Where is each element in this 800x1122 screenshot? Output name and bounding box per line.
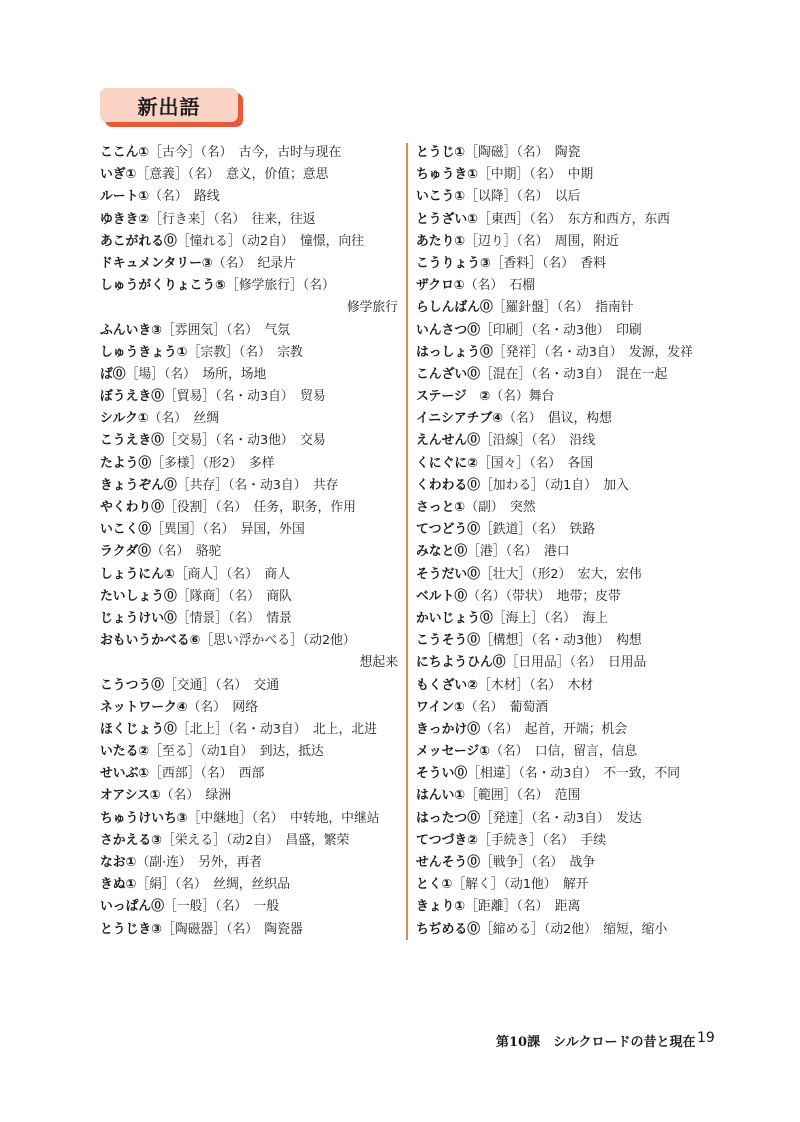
vocab-entry [416,164,716,186]
vocab-word: きょり① [416,899,466,915]
vocab-entry [416,275,716,297]
vocab-detail: ［発祥］（名・动3自） 发源，发祥 [492,344,693,360]
vocab-entry [416,852,716,874]
vocab-detail: （名） 起首，开端；机会 [479,721,628,737]
vocab-entry [416,320,716,342]
vocab-entry [100,808,398,830]
vocab-meaning-continued: 想起来 [359,655,398,671]
vocab-entry [100,320,398,342]
vocab-word: ラクダ⓪ [100,544,151,560]
vocab-word: みなと⓪ [416,544,468,560]
vocab-entry [100,275,398,297]
vocab-detail: ［役割］（名） 任务，职务，作用 [163,500,356,515]
vocab-detail: ［古今］（名） 古今，古时与现在 [149,145,342,160]
vocab-detail: ［栄える］（动2自） 昌盛，繁荣 [162,832,350,848]
vocab-word: ドキュメンタリー③ [100,255,213,271]
vocab-word: くにぐに② [416,455,479,471]
vocab-word: とうざい① [416,211,479,227]
page-number: 19 [697,1030,715,1046]
vocab-detail: ［交通］（名） 交通 [163,677,280,693]
vocab-entry [416,497,716,519]
vocab-entry [416,919,716,941]
vocab-entry [100,430,398,452]
vocab-entry [416,541,716,563]
vocab-entry [100,763,398,785]
vocab-word: いっぱん⓪ [100,899,164,915]
vocab-word: こうつう⓪ [100,677,164,693]
vocab-detail: ［異国］（名） 异国，外国 [151,522,305,538]
vocab-entry [100,896,398,918]
vocab-entry [416,453,716,475]
vocab-entry [100,719,398,741]
vocab-word: さかえる③ [100,832,163,848]
vocab-detail: ［範囲］（名） 范围 [465,788,581,804]
vocab-word: おもいうかべる⑥ [100,633,201,649]
vocab-entry [416,697,716,719]
vocab-word: きっかけ⓪ [416,721,480,737]
vocab-detail: ［発達］（名・动3自） 发达 [479,810,642,826]
vocab-entry [100,697,398,719]
vocab-word: こうえき⓪ [100,433,164,449]
vocab-list-right [416,142,716,941]
vocab-word: にちようひん⓪ [416,655,506,671]
vocab-entry [416,874,716,896]
vocab-word: なお① [100,855,137,870]
vocab-entry [416,408,716,430]
vocab-detail: （名） 路线 [149,189,220,205]
vocab-word: はったつ⓪ [416,810,480,826]
vocab-word: やくわり⓪ [100,500,164,515]
vocab-detail: （名） 纪录片 [212,255,296,271]
vocab-word: ちゅうけいち③ [100,810,188,826]
vocab-entry [100,564,398,586]
vocab-detail: ［印刷］（名・动3他） 印刷 [479,322,642,338]
vocab-entry [100,497,398,519]
vocab-detail: （名） 骆驼 [150,544,222,560]
vocab-entry [100,519,398,541]
vocab-word: そうだい⓪ [416,566,480,582]
vocab-entry [100,342,398,364]
vocab-entry [416,675,716,697]
vocab-entry [100,675,398,697]
vocab-entry [416,785,716,807]
vocab-detail: （名） 口信，留言，信息 [490,744,638,760]
vocab-detail: ［陶磁器］（名） 陶瓷器 [162,921,303,937]
vocab-detail: ［戦争］（名） 战争 [479,855,596,870]
vocab-detail: ［相違］（名・动3自） 不一致，不同 [467,766,681,782]
vocab-word: ステージ ② [416,389,491,405]
vocab-word: とうじ① [416,145,466,160]
vocab-detail: ［北上］（名・动3自） 北上，北进 [176,721,377,737]
vocab-word: ちぢめる⓪ [416,921,480,937]
vocab-entry [100,231,398,253]
vocab-entry [416,186,716,208]
vocab-word: いたる② [100,744,150,760]
vocab-word: こうりょう③ [416,255,491,271]
vocab-detail: ［場］（名） 场所，场地 [125,366,267,382]
vocab-word: くわわる⓪ [416,477,480,493]
vocab-entry [100,608,398,630]
vocab-detail: ［壮大］（形2） 宏大，宏伟 [479,566,642,582]
vocab-word: ここん① [100,145,150,160]
vocab-detail: ［一般］（名） 一般 [163,899,280,915]
section-title: 新出語 [137,94,201,119]
vocab-entry [100,586,398,608]
vocab-meaning-continued: 修学旅行 [346,300,398,316]
vocab-word: とうじき③ [100,921,163,937]
vocab-detail: ［国々］（名） 各国 [478,455,594,471]
vocab-detail: ［思い浮かべる］（动2他） [200,633,356,649]
vocab-detail: ［中期］（名） 中期 [478,167,594,183]
vocab-word: せいぶ① [100,766,150,782]
vocab-detail: ［辺り］（名） 周围，附近 [465,233,619,249]
vocab-detail: （名） 倡议，构想 [503,411,612,427]
vocab-word: いこう① [416,189,466,205]
vocab-detail: ［隊商］（名） 商队 [176,588,292,604]
vocab-word: いこく⓪ [100,522,152,538]
vocab-detail: ［海上］（名） 海上 [492,610,608,626]
vocab-entry [416,519,716,541]
vocab-word: あたり① [416,233,466,249]
vocab-entry [100,186,398,208]
vocab-entry [416,297,716,319]
vocab-word: もくざい② [416,677,479,693]
vocab-detail: ［加わる］（动1自） 加入 [479,477,629,493]
vocab-word: ば⓪ [100,366,126,382]
vocab-word: かいじょう⓪ [416,610,493,626]
vocab-word: ちゅうき① [416,167,479,183]
vocab-entry [416,608,716,630]
vocab-word: ふんいき③ [100,322,163,338]
vocab-word: とく① [416,877,453,893]
vocab-detail: ［憧れる］（动2自） 憧憬，向往 [176,233,365,249]
vocab-detail: ［交易］（名・动3他） 交易 [163,433,326,449]
vocab-detail: ［香料］（名） 香料 [490,255,606,271]
vocab-word: ワイン① [416,699,465,715]
vocab-entry [416,342,716,364]
vocab-detail: ［行き来］（名） 往来，往返 [149,211,316,227]
vocab-word: しゅうきょう① [100,344,188,360]
vocab-detail: ［沿線］（名） 沿线 [479,433,596,449]
vocab-detail: ［手続き］（名） 手续 [478,832,606,848]
vocab-detail: （副） 突然 [465,500,536,515]
vocab-entry [100,475,398,497]
vocab-word: ベルト⓪ [416,588,468,604]
vocab-word: じょうけい⓪ [100,610,177,626]
vocab-detail: ［羅針盤］（名） 指南针 [492,300,634,316]
vocab-entry [416,586,716,608]
vocab-detail: ［縮める］（动2他） 缩短，缩小 [479,921,668,937]
vocab-word: たいしょう⓪ [100,588,177,604]
vocab-word: メッセージ① [416,744,491,760]
vocab-word: てつづき② [416,832,479,848]
vocab-detail: ［情景］（名） 情景 [176,610,292,626]
vocab-detail: ［以降］（名） 以后 [465,189,581,205]
vocab-word: きぬ① [100,877,137,893]
vocab-entry [416,209,716,231]
vocab-entry [100,142,398,164]
vocab-entry [100,364,398,386]
vocab-entry [416,719,716,741]
vocab-detail: ［木材］（名） 木材 [478,677,594,693]
column-divider [406,143,408,940]
vocab-detail: ［東西］（名） 东方和西方，东西 [478,211,670,227]
vocab-entry [100,785,398,807]
vocab-entry [416,564,716,586]
vocab-word: さっと① [416,500,466,515]
vocab-detail: ［港］（名） 港口 [467,544,570,560]
vocab-entry [416,231,716,253]
vocab-entry [416,630,716,652]
vocab-entry [416,475,716,497]
vocab-word: きょうぞん⓪ [100,477,177,493]
vocab-word: はっしょう⓪ [416,344,493,360]
vocab-word: しょうにん① [100,566,175,582]
vocab-word: ほくじょう⓪ [100,721,177,737]
vocab-detail: ［修学旅行］（名） [226,278,335,294]
vocab-word: シルク① [100,411,149,427]
vocab-detail: ［意義］（名） 意义，价值；意思 [136,167,329,183]
vocab-entry [100,741,398,763]
vocab-entry [416,253,716,275]
vocab-entry [416,896,716,918]
vocab-word: しゅうがくりょこう⑤ [100,278,227,294]
vocab-word: せんそう⓪ [416,855,480,870]
vocab-entry [416,430,716,452]
vocab-detail: ［中継地］（名） 中转地，中继站 [187,810,380,826]
vocab-word: たよう⓪ [100,455,152,471]
vocab-detail: ［鉄道］（名） 铁路 [479,522,596,538]
vocab-entry [100,164,398,186]
vocab-entry [100,830,398,852]
vocab-word: こんざい⓪ [416,366,480,382]
vocab-word: そうい⓪ [416,766,468,782]
vocab-entry [416,808,716,830]
vocab-detail: ［構想］（名・动3他） 构想 [479,633,642,649]
vocab-detail: ［西部］（名） 西部 [149,766,265,782]
vocab-entry [416,652,716,674]
vocab-word: ザクロ① [416,278,465,294]
vocab-detail: （名）舞台 [490,389,555,405]
vocab-detail: ［商人］（名） 商人 [174,566,290,582]
vocab-word: ゆきき② [100,211,150,227]
vocab-entry [100,541,398,563]
vocab-detail: ［絹］（名） 丝绸，丝织品 [136,877,290,893]
vocab-detail: ［共存］（名・动3自） 共存 [176,477,339,493]
vocab-word: えんせん⓪ [416,433,480,449]
vocab-entry [100,408,398,430]
vocab-detail: ［距離］（名） 距离 [465,899,581,915]
vocab-entry [100,253,398,275]
vocab-detail: （名） 石榴 [464,278,536,294]
vocab-detail: ［宗教］（名） 宗教 [187,344,303,360]
vocab-detail: ［貿易］（名・动3自） 贸易 [163,389,326,405]
vocab-detail: （副·连） 另外，再者 [136,855,263,870]
vocab-detail: （名） 丝绸 [148,411,220,427]
vocab-detail: ［解く］（动1他） 解开 [452,877,589,893]
section-title-box [100,88,238,122]
vocab-word: ぼうえき⓪ [100,389,164,405]
vocab-list-left [100,142,398,941]
vocab-word: てつどう⓪ [416,522,480,538]
vocab-entry [416,741,716,763]
vocab-detail: （名） 绿洲 [160,788,232,804]
vocab-word: こうそう⓪ [416,633,480,649]
vocab-entry [100,874,398,896]
vocab-word: オアシス① [100,788,161,804]
vocab-entry [100,919,398,941]
vocab-entry [416,386,716,408]
vocab-entry [100,630,398,652]
vocab-entry [416,364,716,386]
vocab-word: らしんばん⓪ [416,300,493,316]
vocab-word: はんい① [416,788,466,804]
vocab-word: いぎ① [100,167,137,183]
vocab-word: あこがれる⓪ [100,233,177,249]
footer-lesson-title: 第10課 シルクロードの昔と現在 [496,1035,696,1050]
vocab-word: ルート① [100,189,150,205]
vocab-detail: （名） 葡萄酒 [464,699,549,715]
vocab-entry [100,852,398,874]
vocab-detail: ［陶磁］（名） 陶瓷 [465,145,581,160]
vocab-entry [100,386,398,408]
vocab-detail: （名） 网络 [187,699,259,715]
vocab-word: ネットワーク④ [100,699,188,715]
vocab-entry [416,142,716,164]
vocab-detail: ［多様］（形2） 多样 [151,455,275,471]
vocab-detail: ［雰囲気］（名） 气氛 [162,322,290,338]
vocab-detail: ［日用品］（名） 日用品 [505,655,647,671]
vocab-word: イニシアチブ④ [416,411,504,427]
vocab-entry [100,453,398,475]
vocab-detail: ［混在］（名・动3自） 混在一起 [479,366,668,382]
vocab-detail: （名）（带状） 地带；皮带 [467,588,621,604]
vocab-entry [416,830,716,852]
vocab-entry [100,209,398,231]
vocab-word: いんさつ⓪ [416,322,480,338]
vocab-entry [416,763,716,785]
vocab-detail: ［至る］（动1自） 到达，抵达 [149,744,324,760]
